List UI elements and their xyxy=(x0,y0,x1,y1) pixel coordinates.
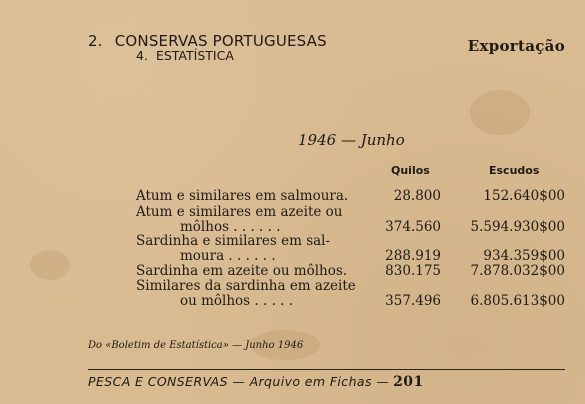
row-label-line: Atum e similares em azeite ou xyxy=(136,204,343,220)
row-label xyxy=(136,205,351,235)
row-label-continuation: môlhos . . . . . . xyxy=(180,219,281,235)
paper-stain xyxy=(30,250,70,280)
row-quilos: 28.800 xyxy=(393,188,441,204)
footer-rule xyxy=(88,369,565,370)
row-label-continuation: ou môlhos . . . . . xyxy=(180,293,294,309)
row-label xyxy=(136,234,351,264)
row-escudos: 152.640$00 xyxy=(483,188,565,204)
column-header-quilos: Quilos xyxy=(391,164,430,177)
row-label xyxy=(136,278,356,309)
column-header-escudos: Escudos xyxy=(489,164,540,177)
page-number: 201 xyxy=(393,374,424,390)
row-label-line: Sardinha em azeite ou môlhos. xyxy=(136,263,348,279)
row-label xyxy=(136,189,351,204)
section-number: 2. xyxy=(88,32,103,50)
footer xyxy=(88,374,424,390)
row-escudos: 7.878.032$00 xyxy=(470,263,565,279)
row-quilos: 830.175 xyxy=(385,263,441,279)
row-label-line: Atum e similares em salmoura. xyxy=(136,188,349,204)
subsection-title: ESTATÍSTICA xyxy=(155,48,234,63)
row-label xyxy=(136,264,351,279)
row-quilos: 374.560 xyxy=(385,219,441,235)
category-tag: Exportação xyxy=(467,37,565,55)
row-escudos: 6.805.613$00 xyxy=(470,293,565,309)
subsection-heading xyxy=(136,48,234,63)
row-quilos: 288.919 xyxy=(385,248,441,264)
row-label-continuation: moura . . . . . . xyxy=(180,248,276,264)
row-escudos: 5.594.930$00 xyxy=(470,219,565,235)
row-label-line: Similares da sardinha em azeite xyxy=(136,278,356,294)
period-title: 1946 — Junho xyxy=(298,131,405,149)
source-note: Do «Boletim de Estatística» — Junho 1946 xyxy=(88,340,304,351)
subsection-number: 4. xyxy=(136,48,148,63)
footer-text: PESCA E CONSERVAS — Arquivo em Fichas — xyxy=(88,374,390,389)
paper-stain xyxy=(470,90,530,135)
row-label-line: Sardinha e similares em sal- xyxy=(136,233,331,249)
row-escudos: 934.359$00 xyxy=(483,248,565,264)
row-quilos: 357.496 xyxy=(385,293,441,309)
section-title: CONSERVAS PORTUGUESAS xyxy=(114,32,327,50)
